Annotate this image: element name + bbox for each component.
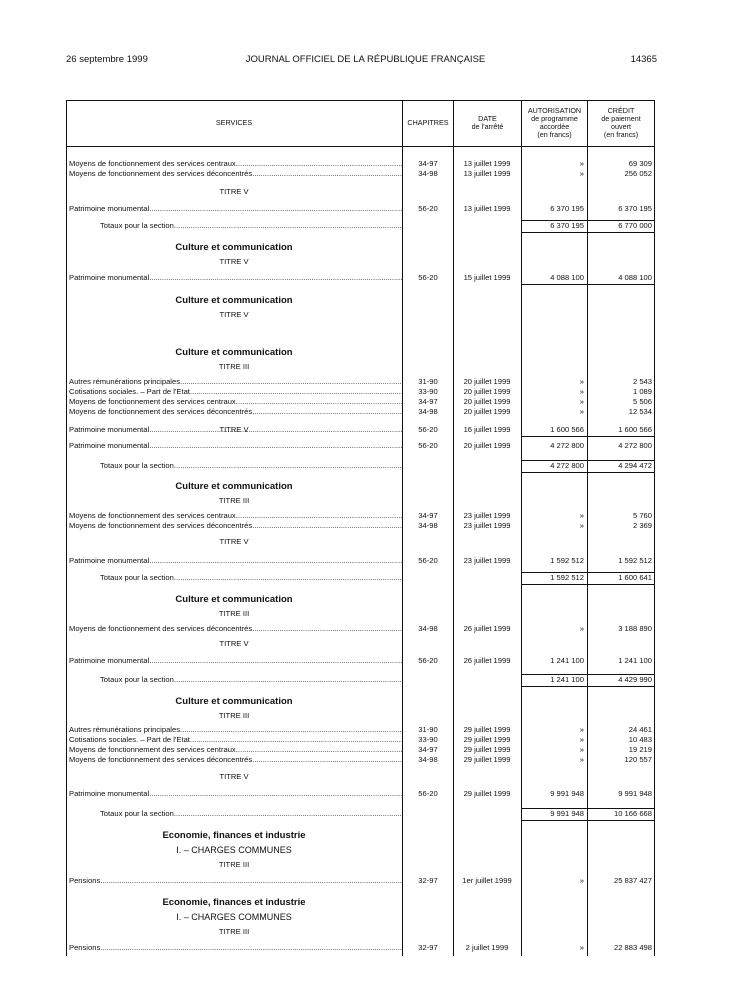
titre-heading: TITRE V xyxy=(219,639,249,648)
row-date: 2 juillet 1999 xyxy=(465,943,509,952)
row-autorisation: 1 241 100 xyxy=(550,656,584,665)
row-credit: 3 188 890 xyxy=(618,624,652,633)
totals-rule xyxy=(522,232,654,233)
row-chapitre: 31-90 xyxy=(418,725,438,734)
col-header-credit-line: (en francs) xyxy=(603,130,639,139)
section-heading: Economie, finances et industrie xyxy=(162,830,306,841)
row-credit: 10 483 xyxy=(628,735,652,744)
row-credit: 2 543 xyxy=(632,377,652,386)
row-chapitre: 34-97 xyxy=(418,511,438,520)
row-autorisation: 4 088 100 xyxy=(550,273,584,282)
row-credit: 4 429 990 xyxy=(618,675,652,684)
table-row xyxy=(66,441,655,451)
table-row xyxy=(66,876,655,886)
row-label: Patrimoine monumental ..... xyxy=(69,556,402,566)
table-row xyxy=(66,377,655,387)
page-number: 14365 xyxy=(630,54,657,65)
row-credit: 22 883 498 xyxy=(613,943,652,952)
row-label: Moyens de fonctionnement des services déconcentrés ..... xyxy=(69,407,402,417)
section-heading: Culture et communication xyxy=(175,347,293,358)
titre-heading: TITRE V xyxy=(219,187,249,196)
titre-heading: TITRE III xyxy=(218,927,250,936)
col-header-services-label: SERVICES xyxy=(215,118,253,127)
row-date: 20 juillet 1999 xyxy=(463,397,511,406)
row-credit: 25 837 427 xyxy=(613,876,652,885)
row-label: Totaux pour la section ..... xyxy=(100,221,402,231)
section-subheading: I. – CHARGES COMMUNES xyxy=(176,845,292,855)
row-autorisation: 6 370 195 xyxy=(550,221,584,230)
table-row xyxy=(66,511,655,521)
col-header-date-line: de l'arrêté xyxy=(471,122,504,131)
row-date: 16 juillet 1999 xyxy=(463,425,511,434)
row-credit: 9 991 948 xyxy=(618,789,652,798)
row-label: Moyens de fonctionnement des services centraux ..... xyxy=(69,745,402,755)
table-row xyxy=(66,397,655,407)
row-label: Totaux pour la section ..... xyxy=(100,809,402,819)
amount-rule xyxy=(522,284,654,285)
titre-heading: TITRE V xyxy=(219,537,249,546)
row-label: Patrimoine monumental ..... xyxy=(69,656,402,666)
row-credit: 24 461 xyxy=(628,725,652,734)
row-autorisation: » xyxy=(579,725,584,734)
appropriations-table xyxy=(66,100,655,956)
table-row xyxy=(66,407,655,417)
col-header-autorisation-line: (en francs) xyxy=(537,130,572,139)
col-header-credit-line: ouvert xyxy=(611,122,631,131)
row-autorisation: 6 370 195 xyxy=(550,204,584,213)
row-date: 20 juillet 1999 xyxy=(463,387,511,396)
row-label: Patrimoine monumental ..... xyxy=(69,204,402,214)
totals-rule xyxy=(522,460,654,461)
row-chapitre: 34-98 xyxy=(418,755,438,764)
col-header-autorisation-line: accordée xyxy=(539,122,570,131)
row-autorisation: » xyxy=(579,397,584,406)
totals-rule xyxy=(522,584,654,585)
col-header-credit-line: de paiement xyxy=(601,114,641,123)
row-label: Patrimoine monumental ..... xyxy=(69,273,402,283)
table-row xyxy=(66,521,655,531)
table-row xyxy=(66,159,655,169)
row-date: 29 juillet 1999 xyxy=(463,725,511,734)
row-date: 23 juillet 1999 xyxy=(463,511,511,520)
row-chapitre: 56-20 xyxy=(418,425,438,434)
row-label: Moyens de fonctionnement des services déconcentrés ..... xyxy=(69,624,402,634)
titre-heading: TITRE III xyxy=(218,609,250,618)
row-autorisation: » xyxy=(579,735,584,744)
totals-rule xyxy=(522,572,654,573)
row-date: 20 juillet 1999 xyxy=(463,407,511,416)
row-date: 23 juillet 1999 xyxy=(463,521,511,530)
row-label: Cotisations sociales. – Part de l'Etat ..... xyxy=(69,387,402,397)
row-label: Pensions ..... xyxy=(69,943,402,953)
table-row xyxy=(66,735,655,745)
row-label: Moyens de fonctionnement des services centraux ..... xyxy=(69,159,402,169)
row-autorisation: » xyxy=(579,521,584,530)
row-credit: 2 369 xyxy=(632,521,652,530)
row-label: Moyens de fonctionnement des services centraux ..... xyxy=(69,511,402,521)
row-label: Moyens de fonctionnement des services centraux ..... xyxy=(69,397,402,407)
row-label: Totaux pour la section ..... xyxy=(100,461,402,471)
amount-rule xyxy=(522,436,654,437)
row-autorisation: 1 592 512 xyxy=(550,573,584,582)
table-row xyxy=(66,556,655,566)
col-header-autorisation-line: AUTORISATION xyxy=(527,106,582,115)
row-autorisation: » xyxy=(579,876,584,885)
row-credit: 19 219 xyxy=(628,745,652,754)
totals-rule xyxy=(522,220,654,221)
row-credit: 5 506 xyxy=(632,397,652,406)
row-label: Moyens de fonctionnement des services déconcentrés ..... xyxy=(69,755,402,765)
row-autorisation: 9 991 948 xyxy=(550,809,584,818)
row-date: 29 juillet 1999 xyxy=(463,745,511,754)
table-row xyxy=(66,624,655,634)
titre-heading: TITRE III xyxy=(218,860,250,869)
row-date: 26 juillet 1999 xyxy=(463,624,511,633)
row-chapitre: 56-20 xyxy=(418,273,438,282)
section-heading: Culture et communication xyxy=(175,481,293,492)
row-date: 26 juillet 1999 xyxy=(463,656,511,665)
row-credit: 1 089 xyxy=(632,387,652,396)
row-credit: 1 600 566 xyxy=(618,425,652,434)
row-autorisation: » xyxy=(579,387,584,396)
row-chapitre: 34-98 xyxy=(418,169,438,178)
row-autorisation: 4 272 800 xyxy=(550,441,584,450)
running-header-date: 26 septembre 1999 xyxy=(66,54,148,65)
row-chapitre: 34-98 xyxy=(418,624,438,633)
row-chapitre: 32-97 xyxy=(418,876,438,885)
row-date: 15 juillet 1999 xyxy=(463,273,511,282)
row-credit: 6 770 000 xyxy=(618,221,652,230)
totals-row xyxy=(66,809,655,819)
row-credit: 6 370 195 xyxy=(618,204,652,213)
titre-heading: TITRE V xyxy=(219,425,249,434)
row-chapitre: 34-97 xyxy=(418,397,438,406)
row-label: Moyens de fonctionnement des services déconcentrés ..... xyxy=(69,521,402,531)
row-date: 29 juillet 1999 xyxy=(463,755,511,764)
table-row xyxy=(66,745,655,755)
totals-row xyxy=(66,221,655,231)
table-row xyxy=(66,169,655,179)
col-header-date xyxy=(454,100,521,146)
row-autorisation: 9 991 948 xyxy=(550,789,584,798)
row-credit: 4 272 800 xyxy=(618,441,652,450)
table-row xyxy=(66,789,655,799)
row-autorisation: » xyxy=(579,745,584,754)
row-date: 20 juillet 1999 xyxy=(463,441,511,450)
row-autorisation: » xyxy=(579,159,584,168)
row-autorisation: » xyxy=(579,511,584,520)
row-chapitre: 56-20 xyxy=(418,204,438,213)
totals-row xyxy=(66,461,655,471)
row-chapitre: 34-98 xyxy=(418,521,438,530)
row-label: Patrimoine monumental ..... xyxy=(69,441,402,451)
table-row xyxy=(66,273,655,283)
row-autorisation: » xyxy=(579,377,584,386)
row-date: 1er juillet 1999 xyxy=(462,876,512,885)
row-credit: 4 294 472 xyxy=(618,461,652,470)
row-label: Autres rémunérations principales ..... xyxy=(69,377,402,387)
row-chapitre: 33-90 xyxy=(418,387,438,396)
row-autorisation: » xyxy=(579,755,584,764)
table-row xyxy=(66,725,655,735)
row-chapitre: 32-97 xyxy=(418,943,438,952)
col-header-services xyxy=(66,100,402,146)
row-autorisation: 1 592 512 xyxy=(550,556,584,565)
row-date: 29 juillet 1999 xyxy=(463,789,511,798)
row-credit: 12 534 xyxy=(628,407,652,416)
row-autorisation: 1 241 100 xyxy=(550,675,584,684)
row-autorisation: 1 600 566 xyxy=(550,425,584,434)
row-chapitre: 34-97 xyxy=(418,159,438,168)
row-credit: 1 600 641 xyxy=(618,573,652,582)
row-label: Autres rémunérations principales ..... xyxy=(69,725,402,735)
table-row xyxy=(66,943,655,953)
col-header-autorisation-line: de programme xyxy=(531,114,578,123)
header-separator xyxy=(66,146,655,147)
table-row xyxy=(66,387,655,397)
row-autorisation: » xyxy=(579,624,584,633)
row-label: Totaux pour la section ..... xyxy=(100,675,402,685)
section-heading: Culture et communication xyxy=(175,696,293,707)
table-row xyxy=(66,656,655,666)
row-credit: 1 241 100 xyxy=(618,656,652,665)
row-chapitre: 33-90 xyxy=(418,735,438,744)
row-label: Patrimoine monumental ..... xyxy=(69,789,402,799)
col-header-date-line: DATE xyxy=(478,114,497,123)
row-label: Moyens de fonctionnement des services déconcentrés ..... xyxy=(69,169,402,179)
col-header-chapitres-label: CHAPITRES xyxy=(407,118,449,127)
row-autorisation: 4 272 800 xyxy=(550,461,584,470)
totals-rule xyxy=(522,686,654,687)
row-chapitre: 56-20 xyxy=(418,656,438,665)
row-date: 29 juillet 1999 xyxy=(463,735,511,744)
table-row xyxy=(66,204,655,214)
running-header-title: JOURNAL OFFICIEL DE LA RÉPUBLIQUE FRANÇAISE xyxy=(245,54,486,65)
titre-heading: TITRE V xyxy=(219,310,249,319)
row-date: 13 juillet 1999 xyxy=(463,159,511,168)
section-heading: Culture et communication xyxy=(175,594,293,605)
section-heading: Culture et communication xyxy=(175,295,293,306)
row-chapitre: 31-90 xyxy=(418,377,438,386)
row-credit: 256 052 xyxy=(624,169,652,178)
totals-rule xyxy=(522,674,654,675)
titre-heading: TITRE III xyxy=(218,362,250,371)
row-autorisation: » xyxy=(579,169,584,178)
section-heading: Culture et communication xyxy=(175,242,293,253)
row-chapitre: 56-20 xyxy=(418,556,438,565)
row-chapitre: 34-97 xyxy=(418,745,438,754)
row-chapitre: 34-98 xyxy=(418,407,438,416)
titre-heading: TITRE III xyxy=(218,496,250,505)
row-chapitre: 56-20 xyxy=(418,441,438,450)
titre-heading: TITRE V xyxy=(219,772,249,781)
row-label: Patrimoine monumental ..... xyxy=(69,425,402,435)
row-autorisation: » xyxy=(579,407,584,416)
col-header-chapitres xyxy=(403,100,453,146)
titre-heading: TITRE III xyxy=(218,711,250,720)
row-label: Totaux pour la section ..... xyxy=(100,573,402,583)
row-credit: 5 760 xyxy=(632,511,652,520)
col-header-credit xyxy=(588,100,654,146)
row-label: Cotisations sociales. – Part de l'Etat ..... xyxy=(69,735,402,745)
row-credit: 1 592 512 xyxy=(618,556,652,565)
row-date: 13 juillet 1999 xyxy=(463,169,511,178)
totals-row xyxy=(66,573,655,583)
totals-rule xyxy=(522,808,654,809)
section-heading: Economie, finances et industrie xyxy=(162,897,306,908)
row-date: 23 juillet 1999 xyxy=(463,556,511,565)
table-row xyxy=(66,755,655,765)
row-label: Pensions ..... xyxy=(69,876,402,886)
totals-rule xyxy=(522,472,654,473)
row-credit: 69 309 xyxy=(628,159,652,168)
section-subheading: I. – CHARGES COMMUNES xyxy=(176,912,292,922)
row-date: 20 juillet 1999 xyxy=(463,377,511,386)
row-chapitre: 56-20 xyxy=(418,789,438,798)
col-header-credit-line: CRÉDIT xyxy=(607,106,635,115)
row-date: 13 juillet 1999 xyxy=(463,204,511,213)
titre-heading: TITRE V xyxy=(219,257,249,266)
row-credit: 120 557 xyxy=(624,755,652,764)
col-header-autorisation xyxy=(522,100,587,146)
totals-rule xyxy=(522,820,654,821)
row-autorisation: » xyxy=(579,943,584,952)
totals-row xyxy=(66,675,655,685)
row-credit: 10 166 668 xyxy=(613,809,652,818)
row-credit: 4 088 100 xyxy=(618,273,652,282)
